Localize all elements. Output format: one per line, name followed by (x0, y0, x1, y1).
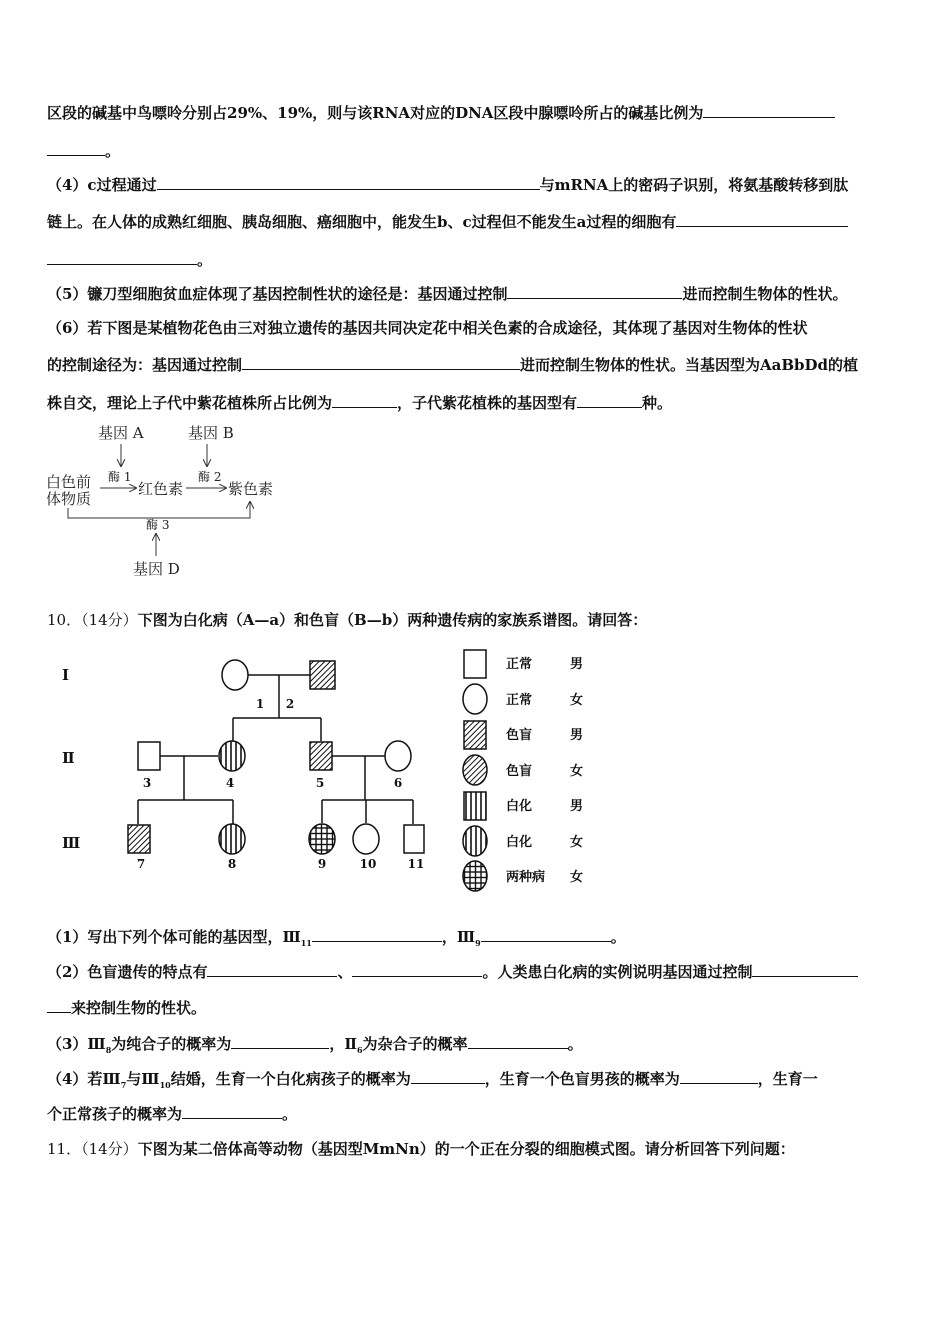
answer-blank[interactable] (481, 927, 611, 942)
individual-III-11-normal-male (404, 825, 424, 853)
answer-blank[interactable] (752, 962, 858, 977)
answer-blank[interactable] (47, 250, 197, 265)
arrow (68, 502, 250, 518)
answer-blank[interactable] (207, 962, 337, 977)
answer-blank[interactable] (157, 175, 540, 190)
individual-number: 4 (225, 776, 235, 790)
legend-label: 白化 (506, 799, 533, 814)
individual-number: 11 (407, 857, 425, 871)
answer-blank[interactable] (231, 1034, 329, 1049)
question-6-line-1: （6）若下图是某植物花色由三对独立遗传的基因共同决定花中相关色素的合成途径，其体现了基因对生物体的性状 (47, 319, 808, 337)
question-11-heading: 11．（14分）下图为某二倍体高等动物（基因型MmNn）的一个正在分裂的细胞模式图。请分析回答下列问题： (47, 1140, 795, 1158)
legend-symbol-albino-female (463, 826, 487, 856)
question-10-heading: 10．（14分）下图为白化病（A—a）和色盲（B—b）两种遗传病的家族系谱图。请回答： (47, 611, 648, 629)
question-10-1: （1）写出下列个体可能的基因型，$Ⅲ_{11}$ ，$Ⅲ_9$ 。 (47, 928, 626, 948)
individual-III-10-normal-female (353, 824, 379, 854)
answer-blank[interactable] (577, 393, 642, 408)
individual-number: 6 (393, 776, 403, 790)
legend-sex: 女 (570, 835, 584, 850)
answer-blank[interactable] (507, 284, 682, 299)
individual-III-8-albino-female (219, 824, 245, 854)
legend-sex: 男 (570, 657, 584, 672)
question-10-2-line-2: 来控制生物的性状。 (47, 998, 206, 1018)
legend-symbol-colorblind-female (463, 755, 487, 785)
answer-blank[interactable] (680, 1069, 758, 1084)
individual-II-4-albino-female (219, 741, 245, 771)
question-6-line-2: 的控制途径为：基因通过控制 进而控制生物体的性状。当基因型为AaBbDd的植 (47, 356, 859, 374)
individual-number: 9 (317, 857, 327, 871)
individual-III-9-both-diseases-female (309, 824, 335, 854)
legend-label: 白化 (506, 835, 533, 850)
generation-label-III: Ⅲ (62, 834, 81, 852)
question-4-line-2: 链上。在人体的成熟红细胞、胰岛细胞、癌细胞中，能发生b、c过程但不能发生a过程的细胞有 (47, 212, 848, 232)
enzyme-3-label: 酶 3 (146, 518, 170, 532)
answer-blank[interactable] (242, 355, 520, 370)
legend-sex: 男 (570, 728, 584, 743)
precursor-label-1: 白色前 (46, 473, 92, 491)
text-line: 。 (47, 141, 120, 161)
legend-label: 色盲 (506, 764, 533, 779)
legend-sex: 女 (570, 870, 584, 885)
answer-blank[interactable] (468, 1034, 568, 1049)
individual-III-7-colorblind-male (128, 825, 150, 853)
question-10-2-line-1: （2）色盲遗传的特点有 、 。人类患白化病的实例说明基因通过控制 (47, 962, 858, 982)
question-4-line-1: （4）c过程通过 与mRNA上的密码子识别，将氨基酸转移到肽 (47, 176, 849, 194)
precursor-label-2: 体物质 (46, 490, 92, 508)
pedigree-chart (40, 640, 620, 910)
legend-label: 正常 (506, 693, 533, 708)
purple-pigment-label: 紫色素 (228, 480, 274, 498)
legend-label: 两种病 (506, 870, 546, 885)
pedigree-legend (463, 650, 487, 891)
individual-number: 8 (227, 857, 237, 871)
answer-blank[interactable] (703, 103, 835, 118)
answer-blank[interactable] (312, 927, 442, 942)
legend-sex: 女 (570, 693, 584, 708)
answer-blank[interactable] (332, 393, 397, 408)
question-5: （5）镰刀型细胞贫血症体现了基因控制性状的途径是：基因通过控制 进而控制生物体的性状。 (47, 285, 848, 303)
legend-symbol-normal-male (464, 650, 486, 678)
answer-blank[interactable] (676, 212, 848, 227)
text-line (47, 103, 835, 123)
generation-label-II: Ⅱ (62, 749, 75, 767)
individual-II-5-colorblind-male (310, 742, 332, 770)
red-pigment-label: 红色素 (138, 480, 184, 498)
answer-blank[interactable] (47, 998, 71, 1013)
individual-I-1-normal-female (222, 660, 248, 690)
pigment-pathway-diagram (40, 418, 300, 583)
answer-blank[interactable] (182, 1104, 282, 1119)
question-6-line-3: 株自交，理论上子代中紫花植株所占比例为 ，子代紫花植株的基因型有 种。 (47, 394, 673, 412)
individual-number: 5 (315, 776, 325, 790)
text: 区段的碱基中鸟嘌呤分别占29%、19%，则与该RNA对应的DNA区段中腺嘌呤所占的碱基比例为 (47, 104, 704, 122)
legend-symbol-colorblind-male (464, 721, 486, 749)
individual-number: 1 (255, 697, 265, 711)
enzyme-1-label: 酶 1 (108, 470, 132, 484)
individual-II-6-normal-female (385, 741, 411, 771)
question-4-line-3: 。 (47, 250, 212, 270)
legend-sex: 女 (570, 764, 584, 779)
legend-symbol-albino-male (464, 792, 486, 820)
gene-d-label: 基因 D (133, 560, 180, 578)
question-10-4-line-1: （4）若$Ⅲ_7$与$Ⅲ_{10}$结婚，生育一个白化病孩子的概率为 ，生育一个色盲男孩的概率为 ，生育一 (47, 1070, 818, 1090)
individual-number: 2 (285, 697, 295, 711)
individual-number: 10 (359, 857, 377, 871)
individual-I-2-colorblind-male (310, 661, 335, 689)
pedigree-lines (138, 675, 413, 824)
legend-symbol-normal-female (463, 684, 487, 714)
answer-blank[interactable] (352, 962, 482, 977)
individual-number: 7 (136, 857, 146, 871)
gene-b-label: 基因 B (188, 424, 234, 442)
legend-label: 色盲 (506, 728, 533, 743)
answer-blank[interactable] (411, 1069, 485, 1084)
generation-label-I: Ⅰ (62, 666, 70, 684)
answer-blank[interactable] (47, 141, 105, 156)
legend-label: 正常 (506, 657, 533, 672)
legend-symbol-both-female (463, 861, 487, 891)
individual-II-3-normal-male (138, 742, 160, 770)
legend-sex: 男 (570, 799, 584, 814)
gene-a-label: 基因 A (98, 424, 144, 442)
individual-number: 3 (142, 776, 152, 790)
enzyme-2-label: 酶 2 (198, 470, 222, 484)
question-10-3: $(3)Ⅲ_8$为纯合子的概率为 ，$Ⅱ_6$为杂合子的概率 。 (47, 1035, 583, 1055)
question-10-4-line-2: 个正常孩子的概率为 。 (47, 1105, 298, 1123)
